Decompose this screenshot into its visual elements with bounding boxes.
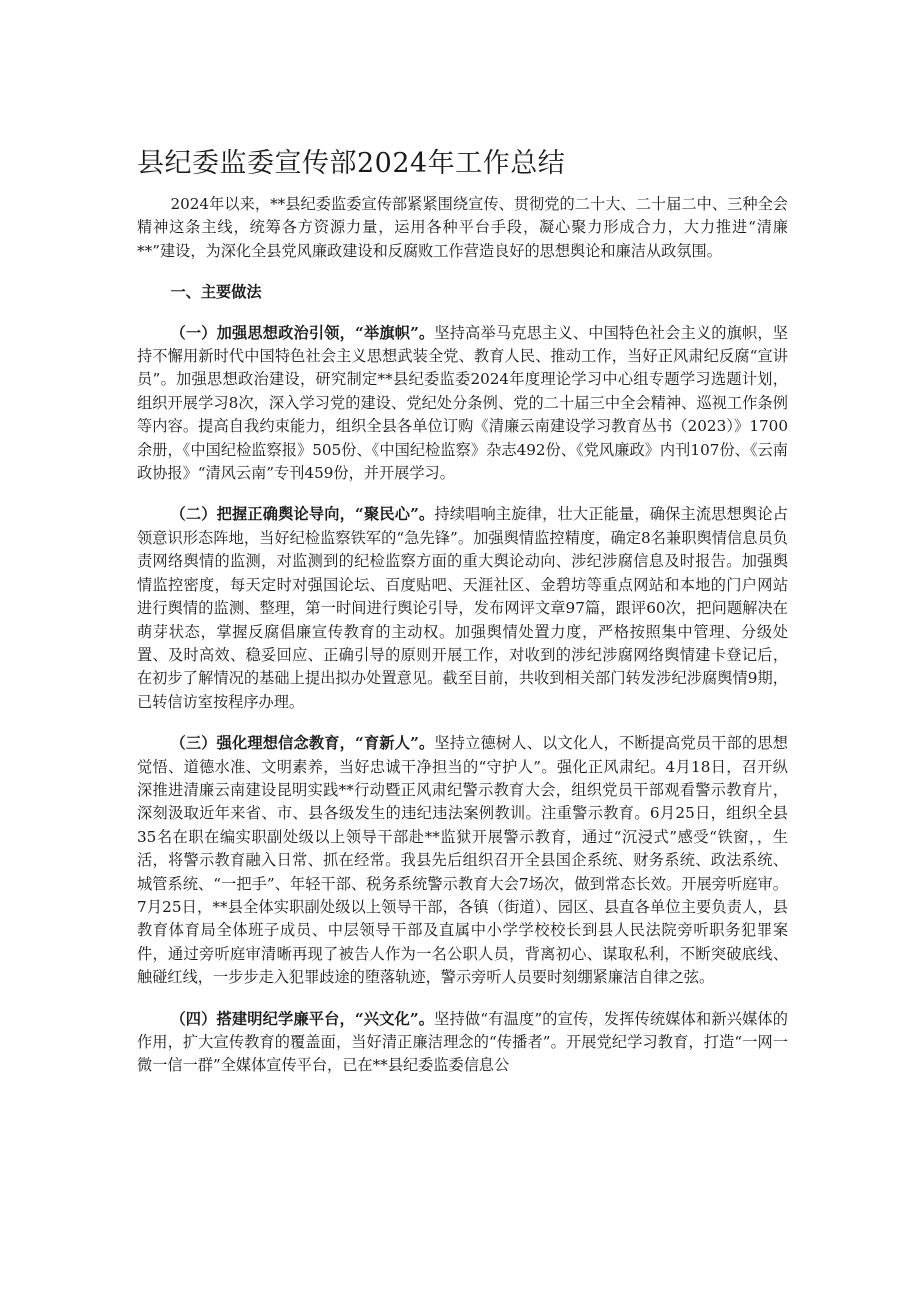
paragraph-lead: （三）强化理想信念教育，“育新人”。 [170, 734, 435, 753]
document-body [137, 193, 788, 1096]
body-paragraph [137, 322, 788, 486]
paragraph-lead: （一）加强思想政治引领，“举旗帜”。 [170, 323, 435, 342]
intro-paragraph: 2024年以来，**县纪委监委宣传部紧紧围绕宣传、贯彻党的二十大、二十届二中、三种全会精神这条主线，统筹各方资源力量，运用各种平台手段，凝心聚力形成合力，大力推进“清廉**”建设，为深化全县党风廉政建设和反腐败工作营造良好的思想舆论和廉洁从政氛围。 [137, 195, 788, 260]
paragraph-text: 坚持做“有温度”的宣传，发挥传统媒体和新兴媒体的作用，扩大宣传教育的覆盖面，当好清正廉洁理念的“传播者”。开展党纪学习教育，打造“一网一微一信一群”全媒体宣传平台，已在**县纪委监委信息公 [137, 1009, 788, 1075]
body-paragraph [137, 1008, 788, 1078]
body-paragraph [137, 503, 788, 714]
section-heading: 一、主要做法 [170, 283, 262, 302]
paragraph-lead: （四）搭建明纪学廉平台，“兴文化”。 [170, 1009, 435, 1028]
paragraph-text: 坚持立德树人、以文化人，不断提高党员干部的思想觉悟、道德水准、文明素养，当好忠诚干净担当的“守护人”。强化正风肃纪。4月18日，召开纵深推进清廉云南建设昆明实践**行动暨正风肃纪警示教育大会，组织党员干部观看警示教育片，深刻汲取近年来省、市、县各级发生的违纪违法案例教训。注重警示教育。6月25日，组织全县35名在职在编实职副处级以上领导干部赴**监狱开展警示教育，通过“沉浸式”感受“铁窗，，生活，将警示教育融入日常、抓在经常。我县先后组织召开全县国企系统、财务系统、政法系统、城管系统、“一把手”、年轻干部、税务系统警示教育大会7场次，做到常态长效。开展旁听庭审。7月25日，**县全体实职副处级以上领导干部，各镇（街道）、园区、县直各单位主要负责人，县教育体育局全体班子成员、中层领导干部及直属中小学学校校长到县人民法院旁听职务犯罪案件，通过旁听庭审清晰再现了被告人作为一名公职人员，背离初心、谋取私利，不断突破底线、触碰红线，一步步走入犯罪歧途的堕落轨迹，警示旁听人员要时刻绷紧廉洁自律之弦。 [137, 734, 788, 987]
document-title: 县纪委监委宣传部2024年工作总结 [137, 148, 566, 179]
paragraph-text: 持续唱响主旋律，壮大正能量，确保主流思想舆论占领意识形态阵地，当好纪检监察铁军的“急先锋”。加强舆情监控精度，确定8名兼职舆情信息员负责网络舆情的监测，对监测到的纪检监察方面的重大舆论动向、涉纪涉腐信息及时报告。加强舆情监控密度，每天定时对强国论坛、百度贴吧、天涯社区、金碧坊等重点网站和本地的门户网站进行舆情的监测、整理，第一时间进行舆论引导，发布网评文章97篇，跟评60次，把问题解决在萌芽状态，掌握反腐倡廉宣传教育的主动权。加强舆情处置力度，严格按照集中管理、分级处置、及时高效、稳妥回应、正确引导的原则开展工作，对收到的涉纪涉腐网络舆情建卡登记后，在初步了解情况的基础上提出拟办处置意见。截至目前，共收到相关部门转发涉纪涉腐舆情9期，已转信访室按程序办理。 [137, 505, 788, 711]
body-paragraph [137, 732, 788, 989]
paragraph-text: 坚持高举马克思主义、中国特色社会主义的旗帜，坚持不懈用新时代中国特色社会主义思想武装全党、教育人民、推动工作，当好正风肃纪反腐“宣讲员”。加强思想政治建设，研究制定**县纪委监委2024年度理论学习中心组专题学习选题计划，组织开展学习8次，深入学习党的建设、党纪处分条例、党的二十届三中全会精神、巡视工作条例等内容。提高自我约束能力，组织全县各单位订购《清廉云南建设学习教育丛书（2023）》1700余册，《中国纪检监察报》505份、《中国纪检监察》杂志492份、《党风廉政》内刊107份、《云南政协报》“清风云南”专刊459份，并开展学习。 [137, 323, 788, 483]
paragraph-lead: （二）把握正确舆论导向，“聚民心”。 [170, 505, 435, 524]
